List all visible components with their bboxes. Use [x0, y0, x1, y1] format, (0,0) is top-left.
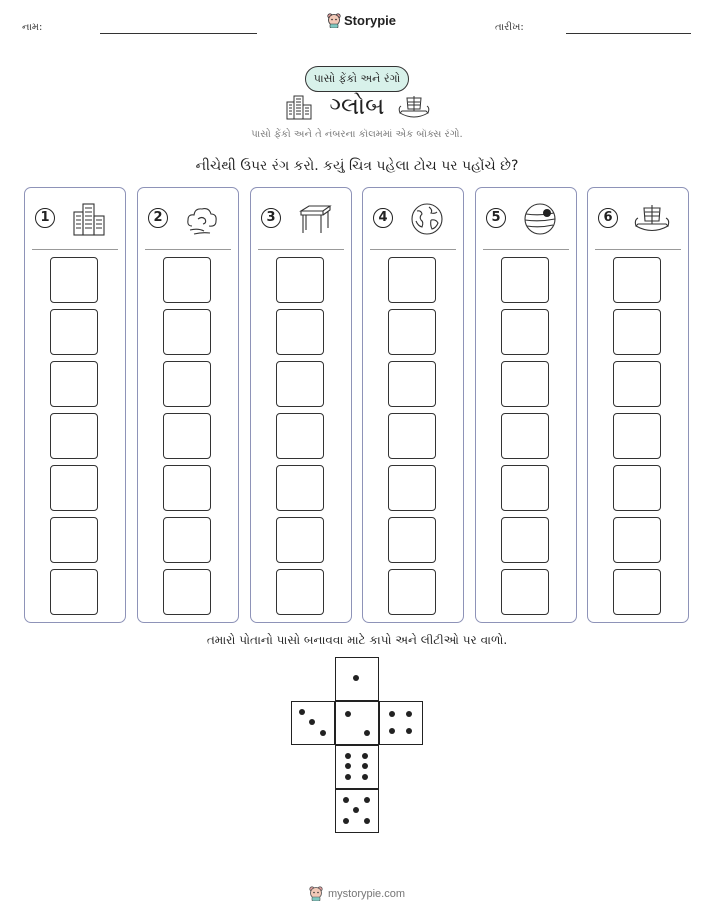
pip: [320, 730, 326, 736]
pip: [299, 709, 305, 715]
pip: [362, 763, 368, 769]
color-box[interactable]: [50, 257, 98, 303]
pip: [364, 730, 370, 736]
pip: [406, 711, 412, 717]
column-5: [475, 187, 577, 623]
color-box[interactable]: [501, 517, 549, 563]
name-line: [100, 33, 257, 34]
worksheet-subtitle: પાસો ફેંકો અને તે નંબરના કૉલમમાં એક બૉક્સ રંગો.: [251, 129, 463, 140]
color-box[interactable]: [613, 257, 661, 303]
pip: [353, 807, 359, 813]
column-divider: [32, 249, 118, 250]
color-box[interactable]: [163, 465, 211, 511]
color-box[interactable]: [163, 257, 211, 303]
column-1: [24, 187, 126, 623]
column-number: 1: [35, 208, 55, 228]
brand-name: Storypie: [344, 13, 397, 28]
pip: [345, 711, 351, 717]
color-box[interactable]: [388, 257, 436, 303]
die-face-1: [335, 701, 379, 745]
worksheet-title: ગ્લોબ: [329, 92, 385, 120]
color-box[interactable]: [50, 569, 98, 615]
bear-mascot-icon: [309, 886, 323, 901]
color-box[interactable]: [50, 413, 98, 459]
color-box[interactable]: [613, 569, 661, 615]
column-number: 3: [261, 208, 281, 228]
color-box[interactable]: [276, 309, 324, 355]
color-box[interactable]: [163, 413, 211, 459]
earth-globe-icon: [409, 202, 445, 236]
color-box[interactable]: [613, 413, 661, 459]
brand-logo: [327, 13, 396, 28]
viking-ship-icon: [398, 93, 430, 121]
color-box[interactable]: [50, 361, 98, 407]
die-face-1: [335, 657, 379, 701]
pip: [345, 753, 351, 759]
color-box[interactable]: [388, 465, 436, 511]
column-divider: [595, 249, 681, 250]
color-box[interactable]: [276, 361, 324, 407]
pip: [309, 719, 315, 725]
color-box[interactable]: [276, 465, 324, 511]
column-6: [587, 187, 689, 623]
color-box[interactable]: [163, 569, 211, 615]
color-box[interactable]: [388, 517, 436, 563]
color-box[interactable]: [613, 465, 661, 511]
pip: [389, 711, 395, 717]
color-box[interactable]: [501, 361, 549, 407]
die-face-5: [335, 789, 379, 833]
pip: [362, 774, 368, 780]
color-box[interactable]: [501, 465, 549, 511]
pip: [362, 753, 368, 759]
wind-cloud-icon: [184, 202, 220, 236]
footer: [0, 886, 714, 901]
column-divider: [370, 249, 456, 250]
pip: [343, 818, 349, 824]
pip: [364, 818, 370, 824]
die-face-3: [291, 701, 335, 745]
city-buildings-icon: [71, 202, 107, 236]
dice-instruction: તમારો પોતાનો પાસો બનાવવા માટે કાપો અને લીટીઓ પર વાળો.: [206, 633, 508, 647]
pip: [343, 797, 349, 803]
pip: [345, 774, 351, 780]
activity-tag: પાસો ફેંકો અને રંગો: [305, 66, 409, 92]
color-box[interactable]: [50, 465, 98, 511]
column-divider: [258, 249, 344, 250]
column-divider: [145, 249, 231, 250]
die-face-4: [379, 701, 423, 745]
column-number: 4: [373, 208, 393, 228]
column-3: [250, 187, 352, 623]
color-box[interactable]: [501, 413, 549, 459]
color-box[interactable]: [163, 517, 211, 563]
color-box[interactable]: [50, 517, 98, 563]
color-box[interactable]: [276, 517, 324, 563]
column-divider: [483, 249, 569, 250]
viking-ship-icon: [634, 202, 670, 236]
pip: [353, 675, 359, 681]
color-box[interactable]: [388, 413, 436, 459]
die-face-6: [335, 745, 379, 789]
color-box[interactable]: [276, 257, 324, 303]
pip: [406, 728, 412, 734]
column-2: [137, 187, 239, 623]
column-number: 5: [486, 208, 506, 228]
color-box[interactable]: [388, 569, 436, 615]
pip: [364, 797, 370, 803]
color-box[interactable]: [276, 413, 324, 459]
bear-mascot-icon: [327, 13, 341, 28]
pip: [389, 728, 395, 734]
color-box[interactable]: [501, 569, 549, 615]
name-label: નામ:: [22, 22, 43, 33]
pip: [345, 763, 351, 769]
footer-site-link[interactable]: mystorypie.com: [327, 887, 406, 900]
color-box[interactable]: [388, 361, 436, 407]
color-box[interactable]: [50, 309, 98, 355]
column-4: [362, 187, 464, 623]
color-box[interactable]: [276, 569, 324, 615]
color-box[interactable]: [613, 517, 661, 563]
date-line: [566, 33, 691, 34]
color-box[interactable]: [501, 309, 549, 355]
color-box[interactable]: [613, 309, 661, 355]
color-box[interactable]: [613, 361, 661, 407]
table-icon: [297, 202, 333, 236]
color-box[interactable]: [501, 257, 549, 303]
color-box[interactable]: [388, 309, 436, 355]
worksheet-question: નીચેથી ઉપર રંગ કરો. કયું ચિત્ર પહેલા ટોચ પર પહોંચે છે?: [195, 158, 519, 174]
color-box[interactable]: [163, 309, 211, 355]
date-label: તારીખ:: [495, 22, 524, 33]
planet-icon: [522, 202, 558, 236]
color-box[interactable]: [163, 361, 211, 407]
column-number: 2: [148, 208, 168, 228]
column-number: 6: [598, 208, 618, 228]
